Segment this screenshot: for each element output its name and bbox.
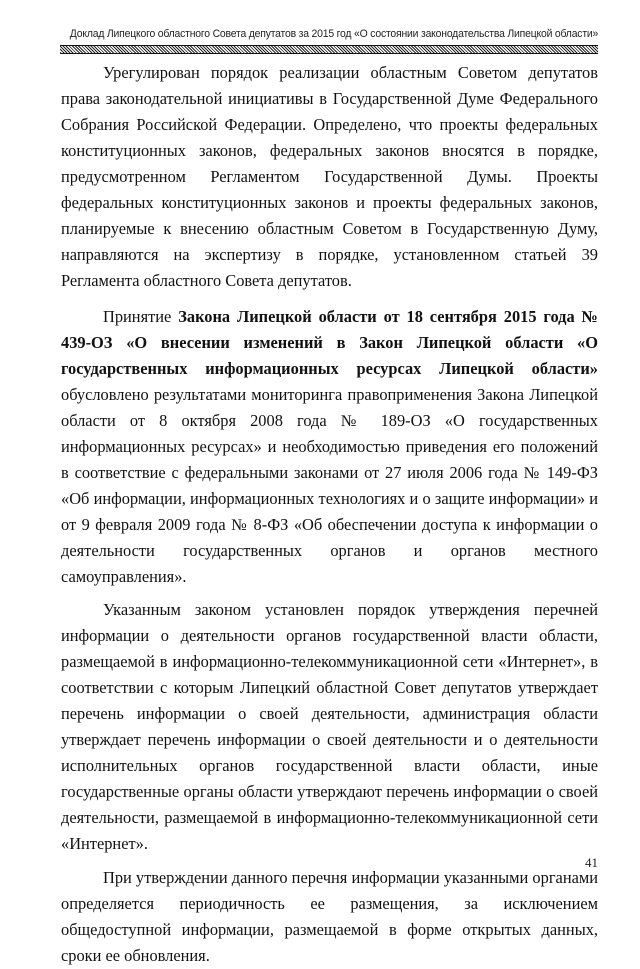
law-title-bold: Закона Липецкой области от 18 сентября 2015 года № 439-ОЗ «О внесении изменений в Закон Липецкой области «О государственных информационных ресурсах Липецкой области» — [61, 307, 599, 378]
paragraph-information-lists: Указанным законом установлен порядок утверждения перечней информации о деятельности органов государственной власти области, размещаемой в информационно-телекоммуникационной сети «Интернет», в соответствии с которым Липецкий областной Совет депутатов утверждает перечень информации о своей деятельности, администрация области утверждает перечень информации о своей деятельности и о деятельности исполнительных органов государственной власти области, иные государственные органы области утверждают перечень информации о своей деятельности, размещаемой в информационно-телекоммуникационной сети «Интернет». — [61, 600, 598, 853]
paragraph-lead-text: Принятие — [103, 307, 179, 326]
header-title: Доклад Липецкого областного Совета депутатов за 2015 год «О состоянии законодательства Липецкой области» — [69, 28, 598, 40]
header-divider — [60, 45, 598, 54]
paragraph-law-439 — [61, 304, 598, 590]
document-body — [61, 60, 598, 969]
paragraph-legislative-initiative: Урегулирован порядок реализации областным Советом депутатов права законодательной инициативы в Государственной Думе Федерального Собрания Российской Федерации. Определено, что проекты федеральных конституционных законов, федеральных законов вносятся в порядке, предусмотренном Регламентом Государственной Думы. Проекты федеральных конституционных законов и проекты федеральных законов, планируемые к внесению областным Советом в Государственную Думу, направляются на экспертизу в порядке, установленном статьей 39 Регламента областного Совета депутатов. — [61, 63, 598, 290]
paragraph-periodicity: При утверждении данного перечня информации указанными органами определяется периодичность ее размещения, за исключением общедоступной информации, размещаемой в форме открытых данных, сроки ее обновления. — [61, 868, 599, 965]
paragraph-rest-text: обусловлено результатами мониторинга правоприменения Закона Липецкой области от 8 октября 2008 года № 189-ОЗ «О государственных информационных ресурсах» и необходимостью приведения его положений в соответствие с федеральными законами от 27 июля 2006 года № 149-ФЗ «Об информации, информационных технологиях и о защите информации» и от 9 февраля 2009 года № 8-ФЗ «Об обеспечении доступа к информации о деятельности государственных органов и органов местного самоуправления». — [61, 385, 598, 586]
page-header — [60, 28, 598, 54]
page-number: 41 — [585, 855, 598, 870]
